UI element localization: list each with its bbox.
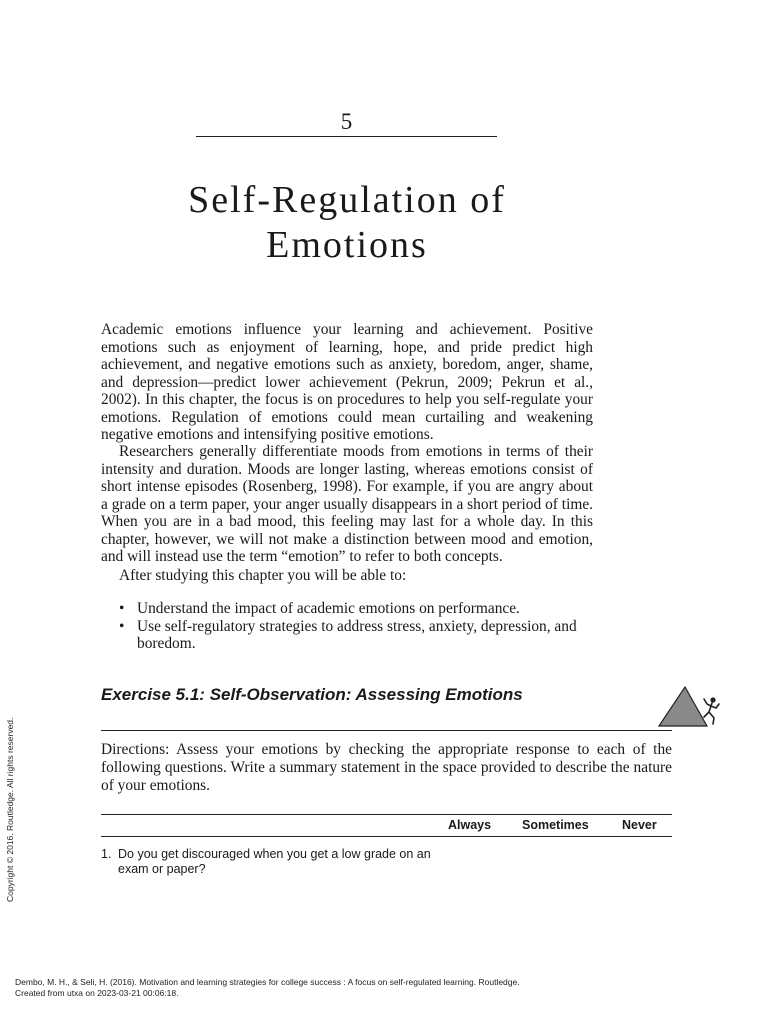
column-header-sometimes: Sometimes	[522, 818, 589, 832]
exercise-rule	[101, 730, 672, 731]
citation-line-2: Created from utxa on 2023-03-21 00:06:18.	[15, 988, 179, 998]
chapter-title	[100, 178, 594, 268]
body-paragraph-3: After studying this chapter you will be able to:	[119, 567, 407, 584]
climbing-triangle-icon	[657, 684, 723, 728]
citation-line-1: Dembo, M. H., & Seli, H. (2016). Motivation and learning strategies for college success : A focus on self-regulated learning. Routledge.	[15, 977, 520, 987]
citation	[15, 977, 520, 999]
table-header-rule	[101, 836, 672, 837]
exercise-title: Exercise 5.1: Self-Observation: Assessing Emotions	[101, 685, 523, 704]
bullet-icon: •	[119, 617, 125, 635]
table-top-rule	[101, 814, 672, 815]
question-text: Do you get discouraged when you get a low grade on an exam or paper?	[118, 847, 431, 876]
body-paragraph-1: Academic emotions influence your learning and achievement. Positive emotions such as enjoyment of learning, hope, and pride predict high achievement, and negative emotions such as anxiety, boredom, anger, shame, and depression—predict lower achievement (Pekrun, 2009; Pekrun et al., 2002). In this chapter, the focus is on procedures to help you self-regulate your emotions. Regulation of emotions could mean curtailing and weakening negative emotions and intensifying positive emotions.	[101, 321, 593, 443]
bullet-icon: •	[119, 600, 125, 617]
objective-text: Understand the impact of academic emotions on performance.	[137, 600, 520, 617]
exercise-directions: Directions: Assess your emotions by checking the appropriate response to each of the following questions. Write a summary statement in the space provided to describe the nature of your emotions.	[101, 741, 672, 794]
side-copyright: Copyright © 2016. Routledge. All rights reserved.	[5, 717, 15, 902]
column-header-always: Always	[448, 818, 492, 832]
column-header-never: Never	[622, 818, 657, 832]
question-row	[101, 847, 431, 877]
list-item	[101, 618, 595, 653]
chapter-title-line-1: Self-Regulation of	[188, 179, 506, 221]
list-item	[101, 600, 595, 618]
chapter-rule	[196, 136, 497, 137]
question-number: 1.	[101, 847, 112, 861]
chapter-number: 5	[340, 109, 353, 134]
objectives-list	[101, 600, 595, 653]
chapter-title-line-2: Emotions	[266, 224, 428, 266]
body-paragraph-2: Researchers generally differentiate moods from emotions in terms of their intensity and duration. Moods are longer lasting, whereas emotions consist of short intense episodes (Rosenberg, 1998). For example, if you are angry about a grade on a term paper, your anger usually disappears in a short period of time. When you are in a bad mood, this feeling may last for a whole day. In this chapter, however, we will not make a distinction between mood and emotion, and will instead use the term “emotion” to refer to both concepts.	[101, 443, 593, 565]
objective-text: Use self-regulatory strategies to address stress, anxiety, depression, and boredom.	[137, 617, 577, 652]
